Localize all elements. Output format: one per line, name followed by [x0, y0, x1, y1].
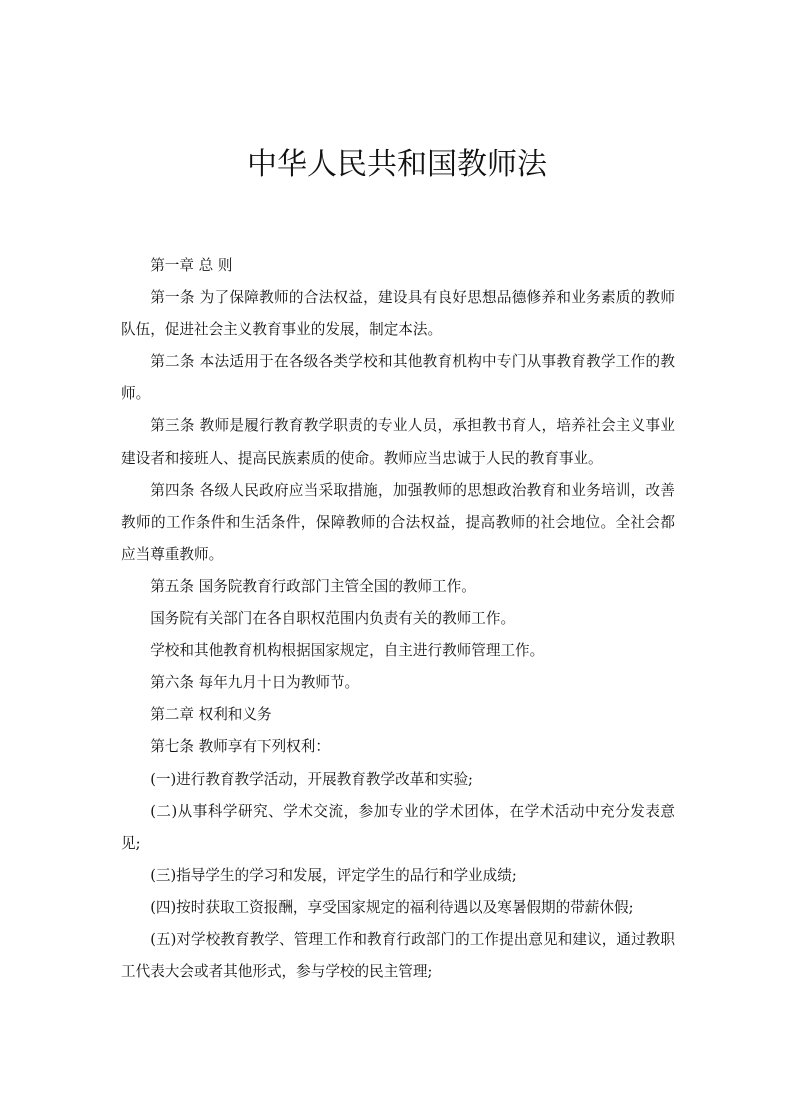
document-title: 中华人民共和国教师法	[247, 147, 547, 182]
article-paragraph: 第一条 为了保障教师的合法权益，建设具有良好思想品德修养和业务素质的教师队伍，促进社会主义教育事业的发展，制定本法。	[121, 289, 675, 339]
chapter-heading: 第一章 总 则	[150, 257, 233, 274]
article-paragraph: 第六条 每年九月十日为教师节。	[150, 674, 360, 692]
list-item: (五)对学校教育教学、管理工作和教育行政部门的工作提出意见和建议，通过教职工代表大会或者其他形式，参与学校的民主管理;	[121, 930, 675, 981]
article-paragraph: 第五条 国务院教育行政部门主管全国的教师工作。	[150, 577, 476, 595]
list-item: (四)按时获取工资报酬，享受国家规定的福利待遇以及寒暑假期的带薪休假;	[150, 898, 634, 916]
article-paragraph: 第二条 本法适用于在各级各类学校和其他教育机构中专门从事教育教学工作的教师。	[121, 353, 675, 403]
article-paragraph: 第七条 教师享有下列权利：	[150, 738, 330, 756]
list-item: (一)进行教育教学活动，开展教育教学改革和实验;	[150, 770, 473, 788]
list-item: (二)从事科学研究、学术交流，参加专业的学术团体，在学术活动中充分发表意见;	[121, 802, 675, 852]
document-body	[121, 250, 675, 988]
list-item: (三)指导学生的学习和发展，评定学生的品行和学业成绩;	[150, 866, 517, 884]
article-paragraph: 国务院有关部门在各自职权范围内负责有关的教师工作。	[150, 610, 516, 628]
article-paragraph: 第三条 教师是履行教育教学职责的专业人员，承担教书育人，培养社会主义事业建设者和接班人、提高民族素质的使命。教师应当忠诚于人民的教育事业。	[121, 417, 675, 467]
article-paragraph: 学校和其他教育机构根据国家规定，自主进行教师管理工作。	[150, 642, 545, 660]
chapter-heading: 第二章 权利和义务	[150, 706, 272, 724]
article-paragraph: 第四条 各级人民政府应当采取措施，加强教师的思想政治教育和业务培训，改善教师的工作条件和生活条件，保障教师的合法权益，提高教师的社会地位。全社会都应当尊重教师。	[121, 481, 675, 563]
